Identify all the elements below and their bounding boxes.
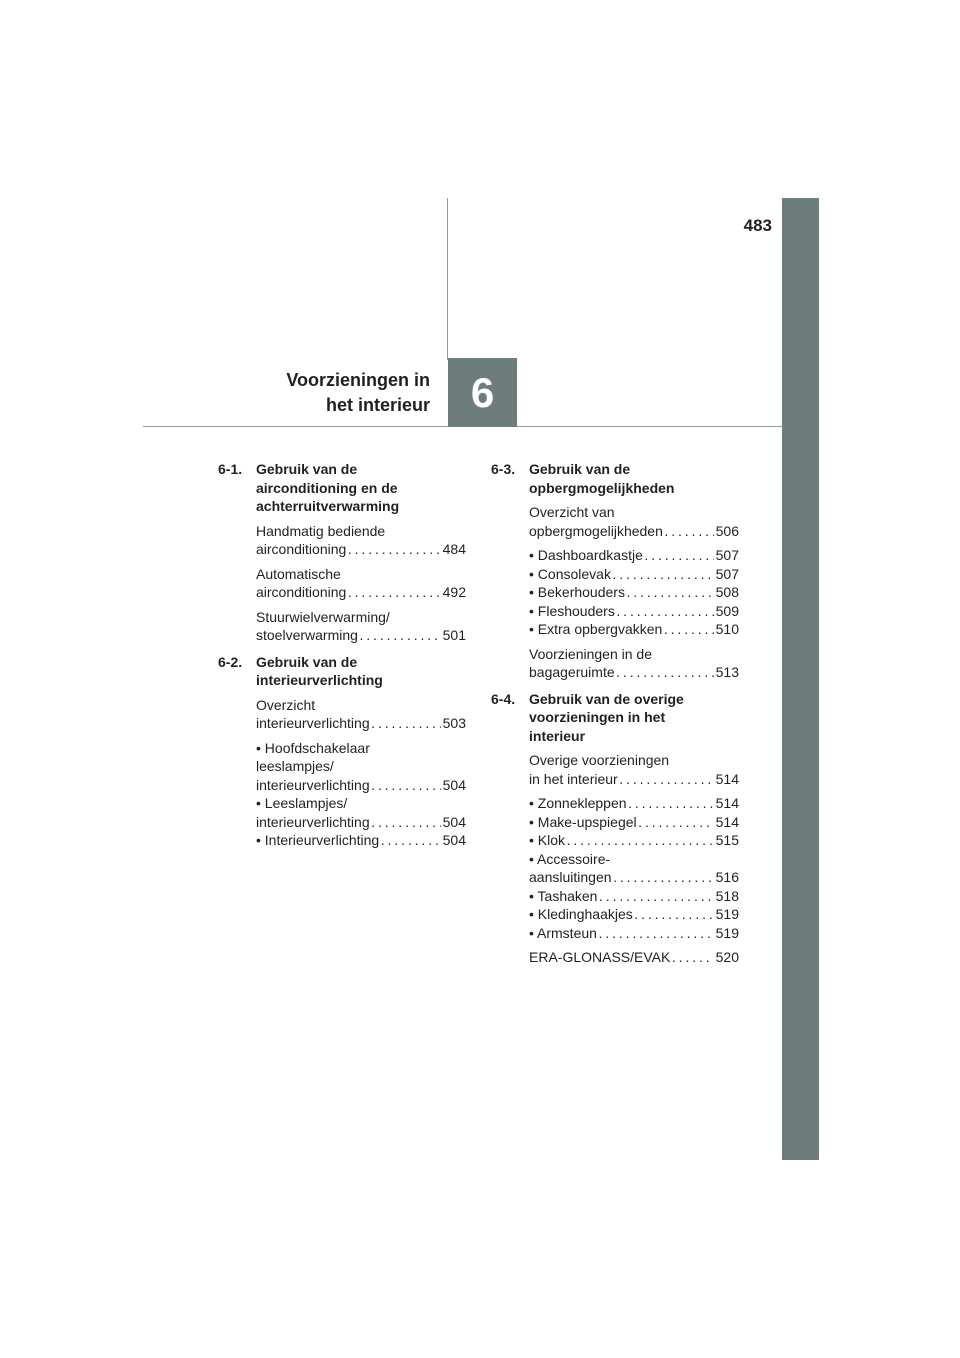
toc-entry-line: leeslampjes/	[256, 758, 334, 774]
toc-entry[interactable]	[529, 645, 739, 682]
toc-entry-last-line	[529, 602, 714, 621]
toc-entry-text	[529, 924, 714, 943]
toc-entry-label: • Armsteun	[529, 924, 597, 941]
leader-dots	[618, 770, 714, 789]
toc-entry-text	[529, 602, 714, 621]
toc-entry-text	[529, 887, 714, 906]
chapter-side-tab	[782, 198, 819, 1160]
toc-column-right	[491, 460, 739, 975]
section-number: 6-2.	[218, 653, 243, 670]
section-title-line: achterruitverwarming	[256, 498, 400, 514]
toc-page-number: 507	[715, 565, 739, 582]
toc-entry[interactable]	[529, 850, 739, 887]
leader-dots	[597, 924, 714, 943]
leader-dots	[611, 565, 714, 584]
toc-entry-label: • Fleshouders	[529, 602, 615, 619]
section-title	[256, 653, 466, 690]
chapter-title	[286, 368, 430, 418]
leader-dots	[663, 522, 714, 541]
toc-entry-last-line	[256, 540, 441, 559]
toc-page-number: 519	[715, 924, 739, 941]
toc-entry-label: bagageruimte	[529, 664, 615, 680]
toc-entry[interactable]	[256, 565, 466, 602]
toc-entry-last-line	[256, 714, 441, 733]
toc-entry[interactable]	[529, 602, 739, 621]
toc-page-number: 504	[442, 832, 466, 848]
toc-entry-line: Stuurwielverwarming/	[256, 608, 390, 625]
leader-dots	[346, 583, 440, 602]
toc-section	[491, 690, 739, 967]
toc-entry[interactable]	[256, 608, 466, 645]
toc-page-number: 504	[442, 776, 466, 793]
toc-entry-text	[529, 645, 714, 682]
chapter-title-line-1: Voorzieningen in	[286, 370, 430, 390]
toc-entry-line: Overige voorzieningen	[529, 752, 670, 768]
toc-entry-text	[256, 696, 441, 733]
toc-entry-text	[529, 948, 714, 967]
toc-entry-line: Overzicht van	[529, 504, 615, 520]
leader-dots	[346, 540, 440, 559]
section-title-line: interieurverlichting	[256, 672, 383, 688]
toc-page-number: 507	[715, 547, 739, 563]
leader-dots	[379, 831, 440, 850]
toc-entry-text	[529, 503, 714, 540]
toc-entry-text	[529, 831, 714, 850]
toc-entry-label: • Extra opbergvakken	[529, 621, 663, 637]
toc-entry-last-line	[529, 522, 714, 541]
toc-entry-last-line	[256, 626, 441, 645]
toc-entry[interactable]	[256, 696, 466, 733]
toc-entry[interactable]	[256, 794, 466, 831]
toc-entry-line: Automatische	[256, 565, 341, 582]
toc-entry-last-line	[529, 831, 714, 850]
toc-entry-line: Handmatig bediende	[256, 522, 386, 539]
page-number: 483	[743, 216, 772, 235]
leader-dots	[633, 905, 714, 924]
leader-dots	[597, 887, 713, 906]
toc-entry[interactable]	[529, 751, 739, 788]
toc-column-left	[218, 460, 466, 858]
toc-page-number: 506	[715, 522, 739, 539]
toc-entry-label: • Dashboardkastje	[529, 547, 643, 563]
toc-page-number: 519	[715, 906, 739, 922]
toc-entry-label: airconditioning	[256, 584, 347, 600]
toc-entry-label: opbergmogelijkheden	[529, 522, 663, 539]
toc-entry-line: Voorzieningen in de	[529, 645, 652, 662]
leader-dots	[612, 868, 714, 887]
toc-page-number: 514	[715, 795, 739, 811]
toc-page-number: 516	[715, 869, 739, 885]
toc-entry-text	[529, 751, 714, 788]
toc-entry[interactable]	[529, 813, 739, 832]
toc-entry-last-line	[529, 868, 714, 887]
toc-entry-text	[256, 739, 441, 795]
toc-page-number: 510	[715, 621, 739, 637]
toc-entry-text	[529, 583, 714, 602]
leader-dots	[662, 620, 713, 639]
toc-page-number: 514	[715, 770, 739, 787]
section-title	[529, 690, 739, 746]
toc-entry[interactable]	[529, 905, 739, 924]
toc-entry-last-line	[256, 813, 441, 832]
toc-section	[491, 460, 739, 682]
section-number: 6-3.	[491, 461, 516, 477]
toc-entry[interactable]	[529, 887, 739, 906]
section-number: 6-4.	[491, 690, 516, 707]
leader-dots	[370, 714, 441, 733]
toc-page-number: 504	[442, 813, 466, 830]
toc-entry-last-line	[256, 776, 441, 795]
toc-entry-label: • Consolevak	[529, 565, 611, 582]
toc-page-number: 515	[715, 832, 739, 848]
toc-entry-line: • Leeslampjes/	[256, 795, 348, 811]
toc-entry[interactable]	[529, 503, 739, 540]
leader-dots	[358, 626, 441, 645]
toc-page-number: 501	[442, 627, 466, 643]
header-vertical-rule	[447, 198, 448, 360]
toc-entry[interactable]	[529, 831, 739, 850]
toc-section	[218, 460, 466, 645]
section-title-line: opbergmogelijkheden	[529, 479, 675, 496]
toc-entry-last-line	[529, 948, 714, 967]
toc-entry-last-line	[529, 905, 714, 924]
toc-entry[interactable]	[256, 522, 466, 559]
toc-page-number: 520	[715, 949, 739, 965]
toc-entry[interactable]	[529, 794, 739, 813]
toc-entry-label: interieurverlichting	[256, 715, 370, 731]
toc-page-number: 514	[715, 813, 739, 830]
toc-entry-last-line	[529, 583, 714, 602]
toc-entry-label: stoelverwarming	[256, 627, 358, 643]
toc-entry-label: in het interieur	[529, 770, 618, 787]
toc-page-number: 503	[442, 715, 466, 731]
toc-entry-last-line	[529, 663, 714, 682]
toc-entry[interactable]	[529, 948, 739, 967]
section-title-line: Gebruik van de	[529, 461, 631, 477]
toc-entry-label: ERA-GLONASS/EVAK	[529, 949, 671, 965]
toc-entry[interactable]	[529, 620, 739, 639]
section-title-line: airconditioning en de	[256, 479, 398, 496]
toc-entry-text	[256, 565, 441, 602]
toc-entry-last-line	[529, 813, 714, 832]
toc-entry-line: Overzicht	[256, 696, 316, 713]
toc-entry[interactable]	[529, 565, 739, 584]
toc-page-number: 513	[715, 664, 739, 680]
section-number: 6-1.	[218, 461, 243, 477]
toc-entry-last-line	[529, 620, 714, 639]
toc-entry-label: • Interieurverlichting	[256, 832, 380, 848]
section-title-line: interieur	[529, 727, 586, 744]
section-title	[529, 460, 739, 497]
chapter-number-box: 6	[448, 358, 517, 427]
section-title	[256, 460, 466, 516]
toc-page-number: 508	[715, 584, 739, 600]
toc-entry-label: aansluitingen	[529, 869, 612, 885]
leader-dots	[615, 602, 714, 621]
leader-dots	[565, 831, 714, 850]
toc-entry[interactable]	[529, 924, 739, 943]
toc-entry-text	[529, 620, 714, 639]
section-title-line: voorzieningen in het	[529, 709, 666, 725]
chapter-title-line-2: het interieur	[325, 395, 430, 415]
toc-entry[interactable]	[256, 831, 466, 850]
leader-dots	[643, 546, 714, 565]
toc-entry-text	[256, 831, 441, 850]
toc-entry-label: • Klok	[529, 832, 566, 848]
toc-entry-label: • Make-upspiegel	[529, 813, 637, 830]
leader-dots	[637, 813, 714, 832]
toc-page-number: 484	[442, 541, 466, 557]
toc-entry[interactable]	[529, 546, 739, 565]
toc-page-number: 518	[715, 887, 739, 904]
toc-entry-text	[529, 565, 714, 584]
section-title-line: Gebruik van de	[256, 461, 358, 477]
toc-entry-last-line	[529, 887, 714, 906]
toc-entry-last-line	[529, 924, 714, 943]
toc-entry[interactable]	[529, 583, 739, 602]
toc-section	[218, 653, 466, 850]
toc-entry-text	[256, 608, 441, 645]
toc-entry-label: • Tashaken	[529, 887, 598, 904]
toc-entry-label: • Kledinghaakjes	[529, 906, 633, 922]
toc-entry-label: airconditioning	[256, 541, 347, 557]
toc-entry-label: interieurverlichting	[256, 776, 370, 793]
section-title-line: Gebruik van de	[256, 653, 358, 670]
toc-entry-text	[529, 850, 714, 887]
leader-dots	[615, 663, 714, 682]
toc-entry-text	[256, 522, 441, 559]
section-title-line: Gebruik van de overige	[529, 690, 684, 707]
toc-page-number: 509	[715, 602, 739, 619]
toc-entry-text	[529, 546, 714, 565]
leader-dots	[670, 948, 713, 967]
toc-entry-last-line	[529, 546, 714, 565]
toc-entry-text	[529, 905, 714, 924]
leader-dots	[627, 794, 714, 813]
toc-entry-label: • Zonnekleppen	[529, 795, 627, 811]
toc-entry-label: interieurverlichting	[256, 813, 370, 830]
toc-page-number: 492	[442, 584, 466, 600]
toc-entry[interactable]	[256, 739, 466, 795]
toc-entry-last-line	[529, 794, 714, 813]
leader-dots	[370, 813, 441, 832]
toc-entry-last-line	[256, 583, 441, 602]
toc-entry-line: • Hoofdschakelaar	[256, 739, 370, 756]
toc-entry-last-line	[256, 831, 441, 850]
toc-entry-last-line	[529, 770, 714, 789]
toc-entry-last-line	[529, 565, 714, 584]
leader-dots	[625, 583, 714, 602]
toc-entry-line: • Accessoire-	[529, 850, 611, 867]
toc-entry-label: • Bekerhouders	[529, 584, 625, 600]
leader-dots	[370, 776, 441, 795]
toc-entry-text	[529, 794, 714, 813]
toc-entry-text	[529, 813, 714, 832]
toc-entry-text	[256, 794, 441, 831]
